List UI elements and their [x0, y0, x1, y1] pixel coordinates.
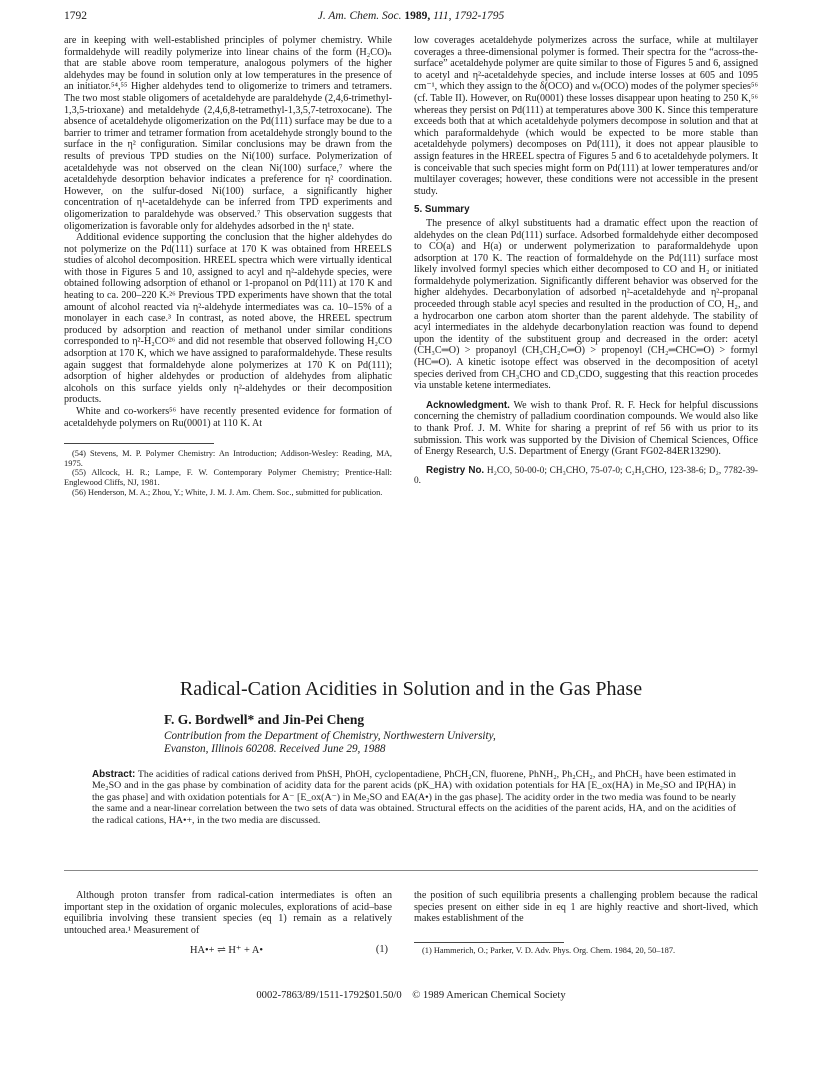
left-paragraph-2: Additional evidence supporting the conclusion that the higher aldehydes do not polymerize on the Pd(111) surface at 170 K was obtained from HREELS studies of alcohol decomposition. HREEL spectra which were virtually identical with those in Figures 5 and 10, assigned to acyl and η²-aldehyde species, were obtained following adsorption of ethanol or 1-propanol on Pd(111) at 170 K and heating to ca. 200–220 K.²⁶ Previous TPD experiments have shown that the total amount of alcohol reacted via η²-aldehyde intermediates was ca. 10–15% of a monolayer in each case.³ In contrast, as noted above, the HREEL spectrum produced by adsorption and reaction of methanol under similar conditions corresponded to η²-H₂CO²⁶ and did not resemble that observed following H₂CO adsorption at 170 K, which we have assigned to paraformaldehyde. These results again suggest that formaldehyde alone polymerizes at 170 K on Pd(111); adsorption of higher aldehydes or production of aldehydes from aliphatic alcohols on this surface yields only η²-aldehydes or their decomposition products.: [64, 232, 392, 406]
acknowledgment: [414, 400, 758, 458]
journal-citation: [64, 10, 758, 22]
section-divider: [64, 870, 758, 871]
footnote-55: (55) Allcock, H. R.; Lampe, F. W. Contemporary Polymer Chemistry; Prentice-Hall: Englewood Cliffs, NJ, 1981.: [64, 468, 392, 487]
running-header: [64, 10, 758, 28]
left-footnotes: [64, 449, 392, 497]
left-paragraph-3: White and co-workers⁵⁶ have recently presented evidence for formation of acetaldehyde polymers on Ru(0001) at 110 K. At: [64, 406, 392, 429]
registry-numbers: [414, 466, 758, 487]
journal-year: 1989,: [404, 10, 431, 22]
left-paragraph-1: are in keeping with well-established principles of polymer chemistry. While formaldehyde will readily polymerize into linear chains of the form (H₂CO)ₙ that are stable above room temperature, analogous polymers of the higher aldehydes may be found in solution only at low temperatures in the presence of an initiator.⁵⁴,⁵⁵ Higher aldehydes tend to oligomerize to trimers and tetramers. The two most stable oligomers of acetaldehyde are paraldehyde (2,4,6-trimethyl-1,3,5-trioxane) and metaldehyde (2,4,6,8-tetramethyl-1,3,5,7-tetroxocane). The absence of acetaldehyde oligomerization on the Pd(111) surface may be due to a barrier to trimer and tetramer formation from acetaldehyde strongly bound to the surface in the η² configuration. Similar conclusions may be drawn from the results of previous TPD studies on the Ni(100) surface. Polymerization of acetaldehyde was not observed on the clean Ni(100) surface,⁷ where the acetaldehyde desorption behavior indicates a preference for η² coordination. However, on the sulfur-dosed Ni(100) surface, a significantly higher concentration of η¹-acetaldehyde can be inferred from TPD experiments and oligomerization to paraldehyde was observed.⁷ This observation suggests that oligomerization is favorable only for aldehydes adsorbed in the η¹ state.: [64, 35, 392, 232]
registry-heading: Registry No.: [426, 464, 485, 476]
article-affiliation: [164, 730, 758, 756]
affiliation-line-1: Contribution from the Department of Chemistry, Northwestern University,: [164, 730, 496, 742]
registry-text: H₂CO, 50-00-0; CH₃CHO, 75-07-0; C₂H₅CHO, 123-38-6; D₂, 7782-39-0.: [414, 465, 758, 487]
page-footer: [64, 990, 758, 1001]
abstract: [92, 769, 736, 826]
equation-1: [64, 944, 392, 958]
article-code: 0002-7863/89/1511-1792$01.50/0: [256, 990, 402, 1001]
affiliation-line-2: Evanston, Illinois 60208. Received June 29, 1988: [164, 743, 386, 755]
footnote-54: (54) Stevens, M. P. Polymer Chemistry: An Introduction; Addison-Wesley: Reading, MA, 1975.: [64, 449, 392, 468]
page-number: 1792: [64, 10, 87, 22]
right-column: [414, 35, 758, 487]
intro-left: [64, 890, 392, 936]
journal-pages: 1792-1795: [454, 10, 505, 22]
footnote-divider: [64, 443, 214, 444]
footnote-56: (56) Henderson, M. A.; Zhou, Y.; White, J. M. J. Am. Chem. Soc., submitted for publication.: [72, 487, 383, 497]
acknowledgment-heading: Acknowledgment.: [426, 399, 510, 411]
acknowledgment-text: We wish to thank Prof. R. F. Heck for helpful discussions concerning the chemistry of palladium coordination compounds. We would also like to thank Prof. J. M. White for sharing a preprint of ref 56 with us prior to its submission. This work was supported by the Division of Chemical Sciences, Office of Energy Research, U.S. Department of Energy (Grant FG02-84ER13290).: [414, 399, 758, 458]
article-authors: F. G. Bordwell* and Jin-Pei Cheng: [164, 712, 365, 727]
intro-paragraph-left: Although proton transfer from radical-cation intermediates is often an important step in the oxidation of organic molecules, explorations of acid–base equilibria involving these transient species (eq 1) remain as a relatively untouched area.¹ Measurement of: [64, 890, 392, 936]
abstract-label: Abstract:: [92, 769, 136, 780]
journal-name: J. Am. Chem. Soc.: [317, 10, 402, 22]
right-paragraph-1: low coverages acetaldehyde polymerizes across the surface, while at multilayer coverages a three-dimensional polymer is formed. Their spectra for the “across-the-surface” acetaldehyde polymer are quite similar to those of Figures 5 and 6, assigned to acetyl and η²-acetaldehyde species, and include interse losses at 605 and 1095 cm⁻¹, which they assign to the δ(OCO) and νₛ(OCO) modes of the polymer species⁵⁶ (cf. Table II). However, on Ru(0001) these losses disappear upon heating to 250 K,⁵⁶ whereas they persist on Pd(111) at temperatures above 300 K. Since this temperature exceeds both that at which acetaldehyde polymers decompose in solution and that at which paraformaldehyde (which would be expected to be more stable than acetaldehyde polymers) decomposes on Pd(111), it does not appear plausible to assign features in the HREEL spectra of Figures 5 and 6 to acetaldehyde polymers. It is conceivable that such species might form on Pd(111) at lower temperatures and/or multilayer coverages; however, these conditions were not accessible in the present study.: [414, 35, 758, 197]
equation-text: HA•+ ⇌ H⁺ + A•: [190, 945, 264, 956]
article-title: Radical-Cation Acidities in Solution and in the Gas Phase: [179, 678, 643, 700]
equation-number: (1): [375, 944, 388, 955]
footnote-divider-right: [414, 942, 564, 943]
summary-heading: 5. Summary: [414, 204, 470, 216]
journal-volume: 111,: [433, 10, 452, 22]
abstract-text: The acidities of radical cations derived from PhSH, PhOH, cyclopentadiene, PhCH₂CN, fluorene, PhNH₂, Ph₂CH₂, and PhCH₃ have been estimated in Me₂SO and in the gas phase by combination of acidity data for the parent acids (pK_HA) with oxidation potentials for HA [E_ox(HA) in Me₂SO and IP(HA) in the gas phase] and with oxidation potentials for A⁻ [E_ox(A⁻) in Me₂SO and EA(A•) in the gas phase]. The acidity order in the two media was found to be nearly the same and a near-linear correlation between the two sets of data was obtained. Structural effects on the acidities of the parent acids, HA, and on the acidities of the radical cations, HA•+, in the two media are discussed.: [92, 769, 736, 826]
intro-paragraph-right: the position of such equilibria presents a challenging problem because the radical species present on either side in eq 1 are highly reactive and short-lived, which makes establishment of the: [414, 890, 758, 925]
footnote-1: (1) Hammerich, O.; Parker, V. D. Adv. Phys. Org. Chem. 1984, 20, 50–187.: [422, 946, 676, 955]
copyright: © 1989 American Chemical Society: [412, 990, 566, 1001]
intro-right: [414, 890, 758, 925]
left-column: [64, 35, 392, 497]
summary-paragraph: The presence of alkyl substituents had a dramatic effect upon the reaction of aldehydes on the clean Pd(111) surface. Adsorbed formaldehyde either decomposed to CO(a) and H(a) or underwent polymerization to paraformaldehyde upon adsorption at 170 K. The reaction of formaldehyde on the Pd(111) surface most likely involved formyl species which either decomposed to CO and H₂ or initiated formaldehyde polymerization. Significantly different behavior was observed for the higher aldehydes. Decarbonylation of adsorbed η²-acetaldehyde and η²-propanal proceeded through stable acyl species and resulted in the production of CO, H₂, and a hydrocarbon one carbon atom shorter than the parent aldehyde. The stability of acyl intermediates in the aldehyde decarbonylation reaction was found to depend upon the identity of the substituent group and decreased in the order: acetyl (CH₃C═O) > propanoyl (CH₃CH₂C═O) > propenoyl (CH₂═CHC═O) > formyl (HC═O). A kinetic isotope effect was observed in the decomposition of acetyl species derived from CH₃CHO and CD₃CDO, suggesting that this reaction procedes via unstable ketene intermediates.: [414, 217, 758, 392]
